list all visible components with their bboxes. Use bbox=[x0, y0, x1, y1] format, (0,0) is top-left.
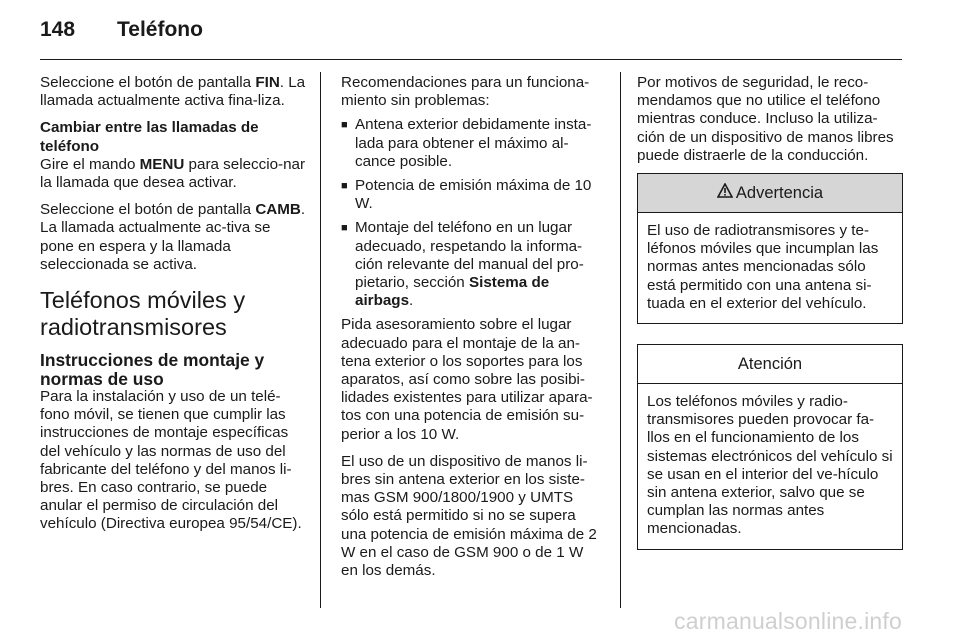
column-1 bbox=[40, 74, 306, 543]
header-divider bbox=[40, 59, 902, 60]
paragraph-end-call: Seleccione el botón de pantalla FIN. La llamada actualmente activa fina-liza. bbox=[40, 74, 306, 110]
paragraph-recommendations: Recomendaciones para un funciona-miento sin problemas: bbox=[341, 74, 590, 110]
paragraph-antenna-advice: Pida asesoramiento sobre el lugar adecuado para el montaje de la an-tena exterior o los soportes para los aparatos, así como sobre las posibi-lidades existentes para utilizar apara-tos con una potencia de emisión su-perior a los 10 W. bbox=[341, 316, 593, 443]
airbag-keyword: Sistema de airbags bbox=[355, 274, 550, 310]
fin-keyword: FIN bbox=[255, 74, 280, 91]
warning-box bbox=[637, 173, 903, 324]
paragraph-installation: Para la instalación y uso de un telé-fono móvil, se tienen que cumplir las instrucciones de montaje específicas del vehículo y las normas de uso del fabricante del teléfono y del manos li-bres. En caso contrario, se puede anular el permiso de circulación del vehículo (Directiva europea 95/54/CE). bbox=[40, 388, 302, 533]
column-2 bbox=[341, 74, 603, 589]
paragraph-safety: Por motivos de seguridad, le reco-mendamos que no utilice el teléfono mientras conduce. Incluso la utiliza-ción de un dispositivo de manos libres puede distraerle de la conducción. bbox=[637, 74, 894, 164]
attention-title: Atención bbox=[737, 354, 803, 373]
bullet-icon: ■ bbox=[341, 119, 348, 132]
attention-body: Los teléfonos móviles y radio-transmisores pueden provocar fa-llos en el funcionamiento de los sistemas electrónicos del vehículo si se usan en el interior del ve-hículo sin antena exterior, salvo que se cumplan las normas antes mencionadas. bbox=[647, 393, 893, 538]
paragraph-menu-knob: Gire el mando MENU para seleccio-nar la llamada que desea activar. bbox=[40, 155, 306, 192]
warning-header bbox=[638, 174, 902, 213]
column-3 bbox=[637, 74, 903, 550]
camb-keyword: CAMB bbox=[255, 201, 301, 219]
list-item: ■ Montaje del teléfono en un lugar adecuado, respetando la informa-ción relevante del manual del pro-pietario, sección Sistema de airbags. bbox=[341, 219, 584, 310]
section-heading: Teléfonos móviles y radiotransmisores bbox=[40, 287, 246, 341]
paragraph-hands-free: El uso de un dispositivo de manos li-bres sin antena exterior en los siste-mas GSM 900/1800/1900 y UMTS sólo está permitido si no se supera una potencia de emisión máxima de 2 W en el caso de GSM 900 o de 1 W en los demás. bbox=[341, 452, 597, 580]
column-divider-2 bbox=[620, 72, 621, 608]
attention-box bbox=[637, 344, 903, 550]
list-item: ■ Antena exterior debidamente insta-lada para obtener el máximo al-cance posible. bbox=[341, 116, 592, 170]
warning-triangle-icon bbox=[717, 183, 733, 203]
menu-keyword: MENU bbox=[139, 155, 185, 173]
page-header bbox=[40, 18, 902, 58]
warning-body: El uso de radiotransmisores y te-léfonos móviles que incumplan las normas antes mencionadas sólo está permitido con una antena si-tuada en el exterior del vehículo. bbox=[647, 222, 879, 312]
page-number: 148 bbox=[40, 18, 76, 41]
warning-title: Advertencia bbox=[735, 183, 824, 202]
attention-header bbox=[638, 345, 902, 384]
bullet-icon: ■ bbox=[341, 222, 348, 235]
bullet-icon: ■ bbox=[341, 180, 348, 193]
watermark: carmanualsonline.info bbox=[674, 608, 902, 634]
recommendation-list bbox=[341, 116, 603, 310]
column-divider-1 bbox=[320, 72, 321, 608]
subsection-heading: Instrucciones de montaje y normas de uso bbox=[40, 350, 265, 389]
list-item: ■ Potencia de emisión máxima de 10 W. bbox=[341, 177, 592, 213]
subheading-switch-calls: Cambiar entre las llamadas de teléfono bbox=[40, 119, 259, 155]
paragraph-camb: Seleccione el botón de pantalla CAMB. La llamada actualmente ac-tiva se pone en espera y la llamada seleccionada se activa. bbox=[40, 201, 306, 273]
page-title: Teléfono bbox=[117, 18, 203, 41]
